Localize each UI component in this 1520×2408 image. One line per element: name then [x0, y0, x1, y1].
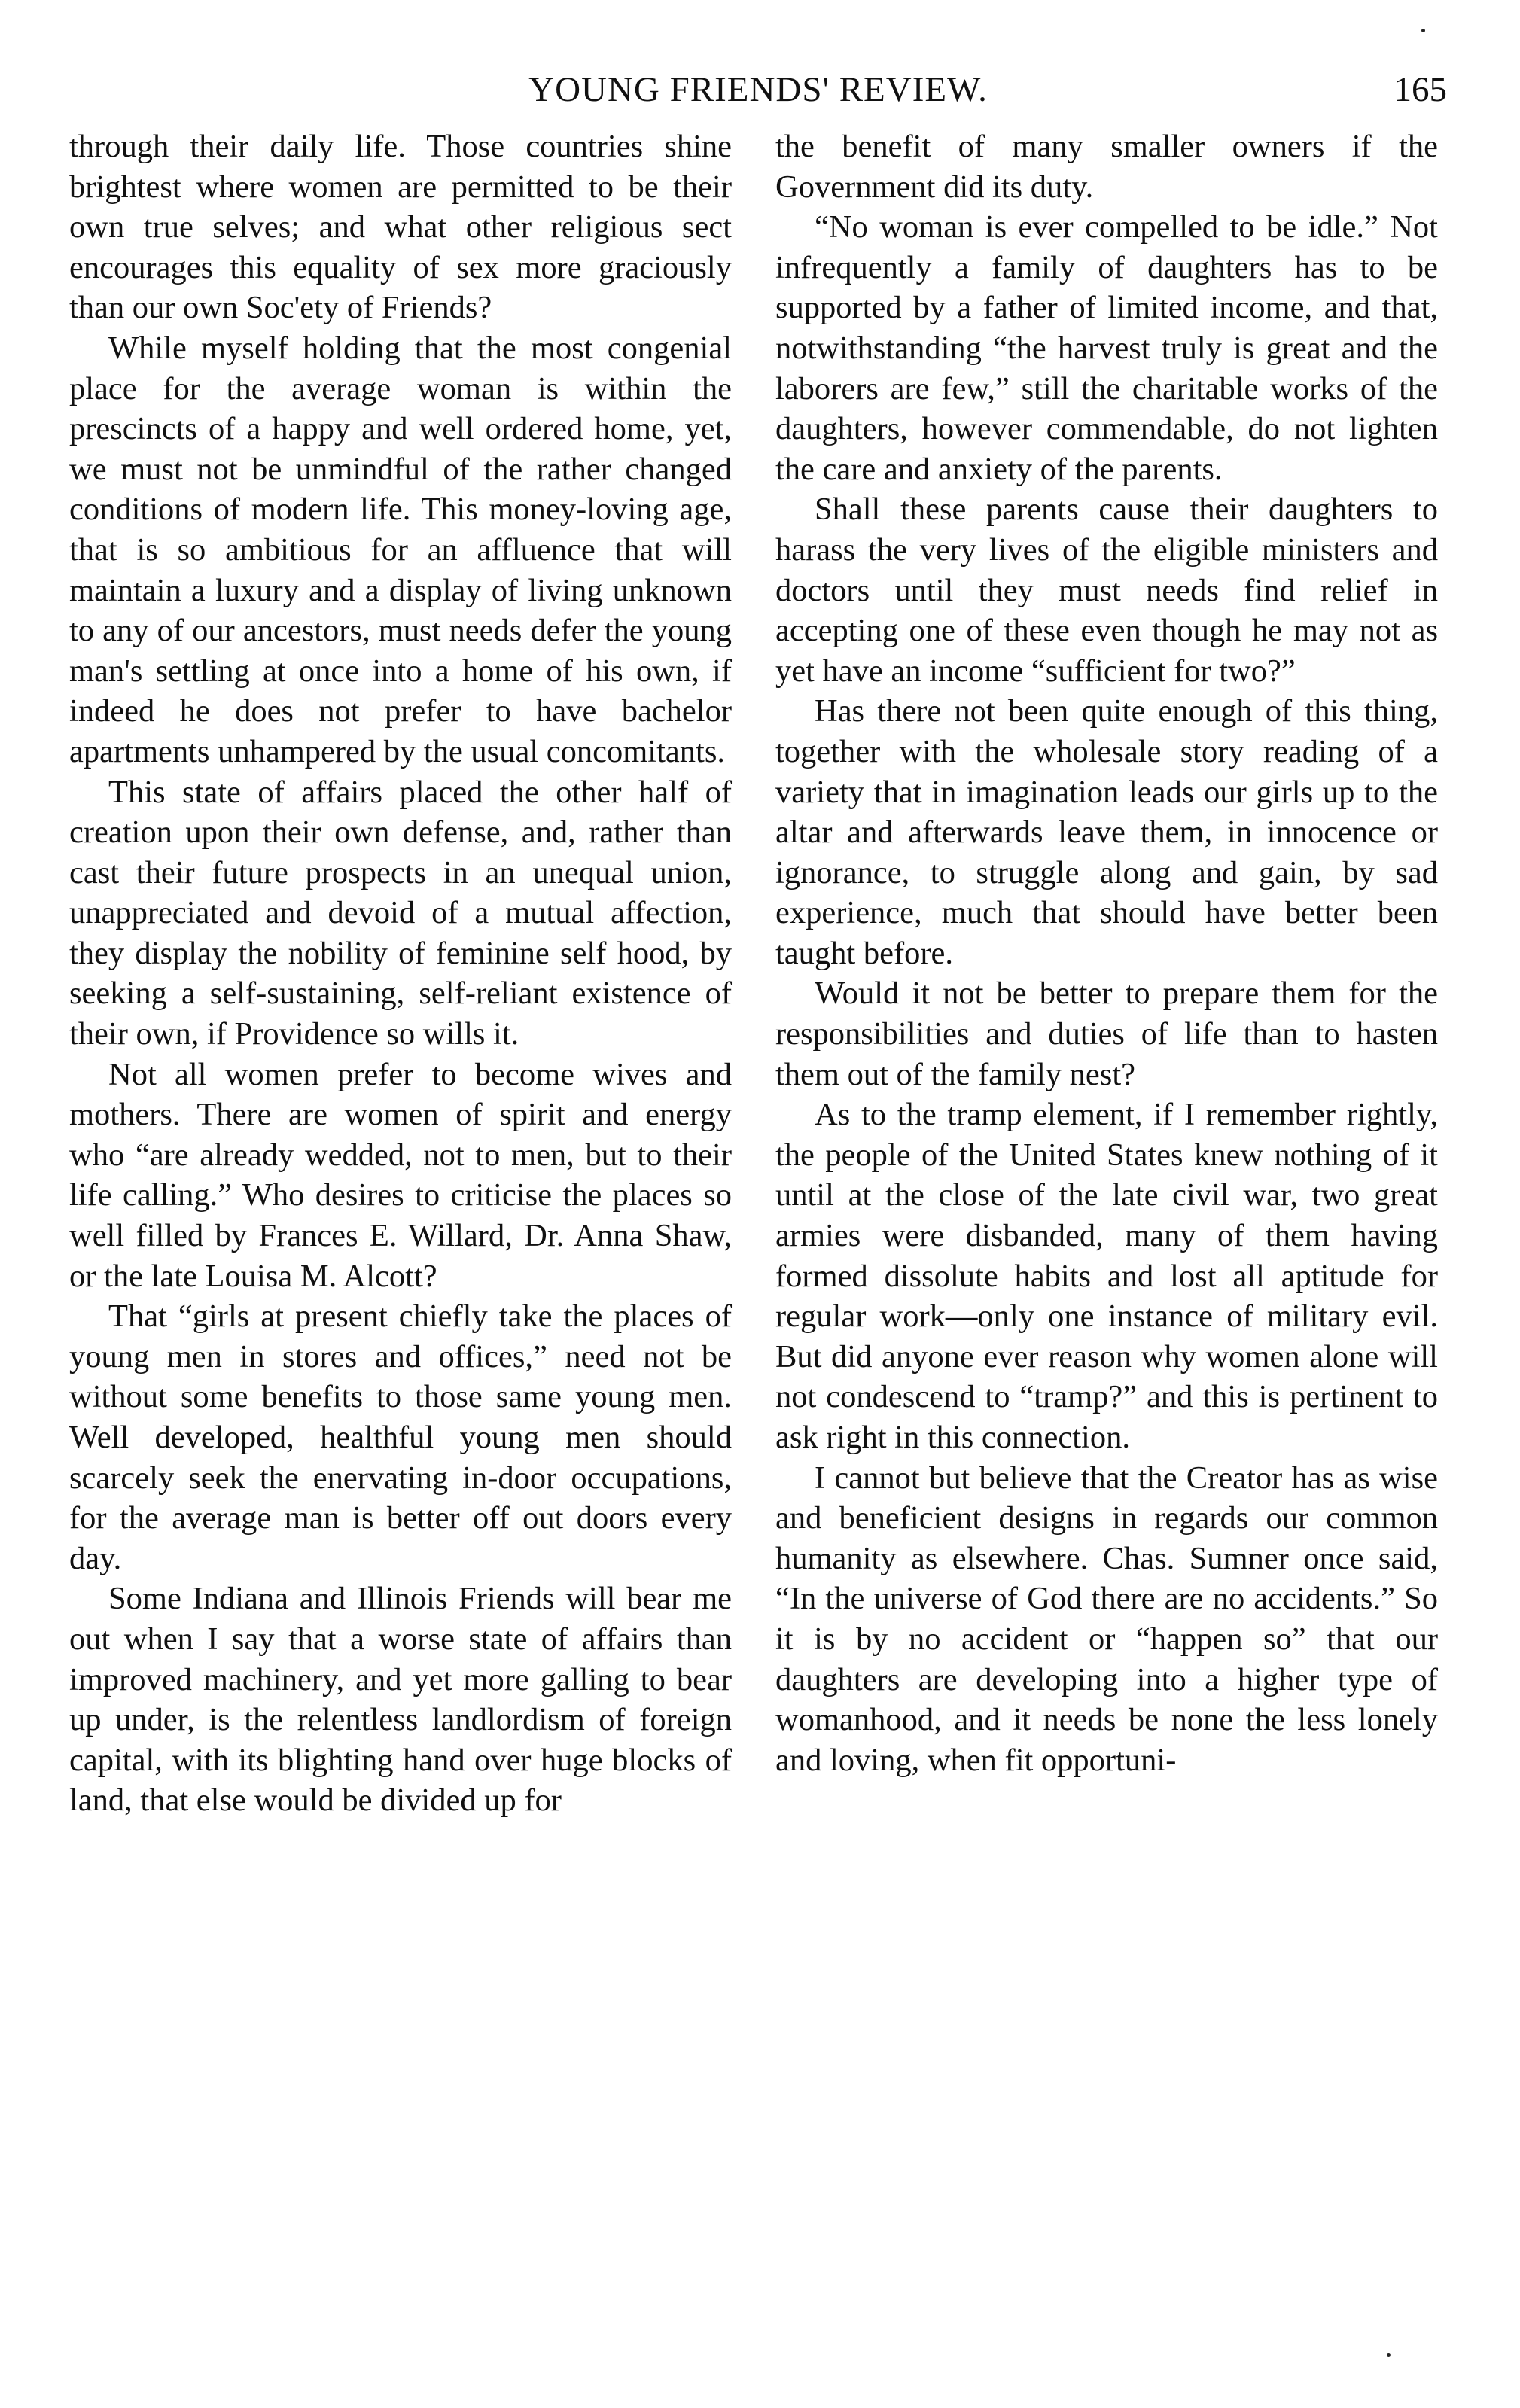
print-speck	[1421, 29, 1425, 32]
paragraph: “No woman is ever compelled to be idle.” Not infrequently a family of daughters has to be supported by a father of limited income, and that, notwithstanding “the harvest truly is great and the laborers are few,” still the charitable works of the daughters, however commendable, do not lighten the care and anxiety of the parents.	[775, 209, 1438, 487]
print-speck	[1387, 2353, 1391, 2357]
page-number: 165	[1394, 70, 1447, 109]
running-title: YOUNG FRIENDS' REVIEW.	[528, 70, 988, 109]
paragraph: Some Indiana and Illinois Friends will bear me out when I say that a worse state of affairs than improved machinery, and yet more galling to bear up under, is the relentless landlordism of foreign capital, with its blighting hand over huge blocks of land, that else would be divided up for	[69, 1581, 732, 1819]
paragraph: Has there not been quite enough of this thing, together with the wholesale story reading of a variety that in imagination leads our girls up to the altar and afterwards leave them, in innocence or ignorance, to struggle along and gain, by sad experience, much that should have better been taught before.	[775, 693, 1438, 971]
paragraph: As to the tramp element, if I remember rightly, the people of the United States knew nothing of it until at the close of the late civil war, two great armies were disbanded, many of them having formed dissolute habits and lost all aptitude for regular work—only one instance of military evil. But did anyone ever reason why women alone will not condescend to “tramp?” and this is pertinent to ask right in this connection.	[775, 1097, 1438, 1455]
paragraph: the benefit of many smaller owners if the Government did its duty.	[775, 129, 1438, 205]
paragraph: That “girls at present chiefly take the places of young men in stores and offices,” need not be without some benefits to those same young men. Well developed, healthful young men should scarcely seek the enervating in-door occupations, for the average man is better off out doors every day.	[69, 1298, 732, 1576]
paragraph: Would it not be better to prepare them for the responsibilities and duties of life than to hasten them out of the family nest?	[775, 976, 1438, 1092]
paragraph: through their daily life. Those countries shine brightest where women are permitted to be their own true selves; and what other religious sect encourages this equality of sex more graciously than our own Soc'ety of Friends?	[69, 129, 732, 326]
paragraph: Not all women prefer to become wives and mothers. There are women of spirit and energy who “are already wedded, not to men, but to their life calling.” Who desires to criticise the places so well filled by Frances E. Willard, Dr. Anna Shaw, or the late Louisa M. Alcott?	[69, 1056, 732, 1294]
page-header	[69, 63, 1447, 116]
paragraph: While myself holding that the most congenial place for the average woman is within the prescincts of a happy and well ordered home, yet, we must not be unmindful of the rather changed conditions of modern life. This money-loving age, that is so ambitious for an affluence that will maintain a luxury and a display of living unknown to any of our ancestors, must needs defer the young man's settling at once into a home of his own, if indeed he does not prefer to have bachelor apartments unhampered by the usual concomitants.	[69, 330, 732, 769]
left-column	[69, 126, 732, 1821]
paragraph: Shall these parents cause their daughters to harass the very lives of the eligible ministers and doctors until they must needs find relief in accepting one of these even though he may not as yet have an income “sufficient for two?”	[775, 492, 1438, 689]
paragraph: I cannot but believe that the Creator has as wise and beneficient designs in regards our common humanity as elsewhere. Chas. Sumner once said, “In the universe of God there are no accidents.” So it is by no accident or “happen so” that our daughters are developing into a higher type of womanhood, and it needs be none the less lonely and loving, when fit opportuni-	[775, 1460, 1438, 1778]
right-column	[775, 126, 1438, 1780]
paragraph: This state of affairs placed the other half of creation upon their own defense, and, rather than cast their future prospects in an unequal union, unappreciated and devoid of a mutual affection, they display the nobility of feminine self hood, by seeking a self-sustaining, self-reliant existence of their own, if Providence so wills it.	[69, 774, 732, 1052]
